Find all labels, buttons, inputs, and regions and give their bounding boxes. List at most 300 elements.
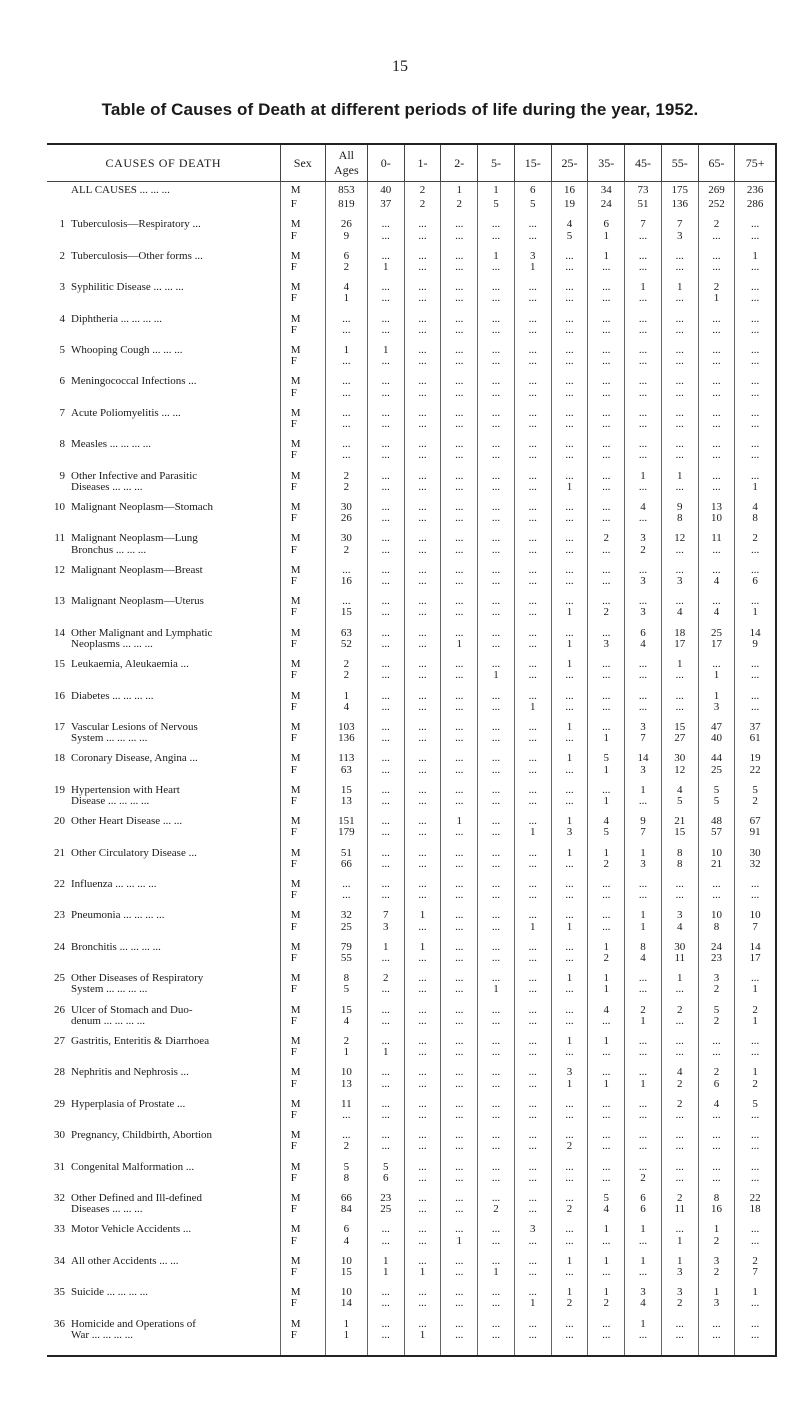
count-cell: 9 (325, 231, 367, 242)
count-cell: ... (478, 376, 515, 387)
count-cell: ... (478, 1110, 515, 1121)
spacer-cell (588, 713, 625, 722)
count-cell: ... (514, 293, 551, 304)
count-cell: 4 (625, 1298, 662, 1309)
spacer-cell (588, 996, 625, 1005)
spacer-cell (478, 682, 515, 691)
count-cell: 1 (325, 1330, 367, 1341)
spacer-cell (625, 242, 662, 251)
count-cell: 1 (625, 910, 662, 921)
count-cell: ... (404, 702, 441, 713)
spacer-cell (404, 273, 441, 282)
spacer-cell (441, 336, 478, 345)
cause-cell (47, 753, 280, 764)
row-spacer (47, 1278, 776, 1287)
count-cell: ... (625, 596, 662, 607)
count-cell: ... (478, 1319, 515, 1330)
count-cell: ... (735, 1298, 776, 1309)
count-cell: 13 (325, 796, 367, 807)
count-cell: ... (441, 376, 478, 387)
count-cell: ... (367, 691, 404, 702)
count-cell: 12 (661, 533, 698, 544)
spacer-cell (47, 1341, 280, 1356)
count-cell: 2 (661, 1193, 698, 1204)
spacer-cell (661, 1341, 698, 1356)
spacer-cell (735, 1058, 776, 1067)
spacer-cell (478, 399, 515, 408)
count-cell: ... (367, 765, 404, 776)
table-row (47, 1110, 776, 1121)
sex-cell: F (280, 827, 325, 838)
spacer-cell (551, 996, 588, 1005)
count-cell: 17 (698, 639, 735, 650)
spacer-cell (280, 744, 325, 753)
spacer-cell (735, 1310, 776, 1319)
cause-label: Congenital Malformation ... (71, 1160, 195, 1173)
spacer-cell (625, 870, 662, 879)
count-cell: 3 (625, 859, 662, 870)
spacer-cell (367, 901, 404, 910)
cause-number: 33 (54, 1223, 65, 1236)
count-cell: ... (441, 785, 478, 796)
sex-cell: M (280, 659, 325, 670)
spacer-cell (441, 587, 478, 596)
count-cell: ... (478, 827, 515, 838)
count-cell: ... (735, 1141, 776, 1152)
count-cell: 2 (698, 1236, 735, 1247)
count-cell: 11 (325, 1099, 367, 1110)
spacer-cell (280, 1058, 325, 1067)
count-cell: ... (441, 1204, 478, 1215)
spacer-cell (551, 807, 588, 816)
count-cell: 8 (325, 1173, 367, 1184)
count-cell: ... (404, 848, 441, 859)
sex-cell: F (280, 482, 325, 493)
spacer-cell (551, 493, 588, 502)
cause-label: denum ... ... ... ... (71, 1014, 145, 1027)
spacer-cell (735, 1027, 776, 1036)
table-row (47, 482, 776, 493)
spacer-cell (280, 399, 325, 408)
spacer-cell (698, 1215, 735, 1224)
count-cell: ... (404, 1162, 441, 1173)
count-cell: 5 (588, 1193, 625, 1204)
spacer-cell (280, 493, 325, 502)
spacer-cell (551, 1153, 588, 1162)
count-cell: ... (404, 262, 441, 273)
spacer-cell (588, 619, 625, 628)
spacer-cell (280, 839, 325, 848)
cause-cell (47, 1173, 280, 1184)
count-cell: ... (404, 293, 441, 304)
cause-label: Malignant Neoplasm—Uterus (71, 595, 204, 608)
table-row (47, 733, 776, 744)
spacer-cell (441, 964, 478, 973)
count-cell: ... (478, 419, 515, 430)
count-cell: 269 (698, 182, 735, 197)
count-cell: ... (478, 1287, 515, 1298)
count-cell: ... (404, 1005, 441, 1016)
spacer-cell (514, 839, 551, 848)
spacer-cell (367, 964, 404, 973)
count-cell: ... (441, 659, 478, 670)
table-row (47, 691, 776, 702)
cause-number: 8 (59, 438, 65, 451)
count-cell: 22 (735, 1193, 776, 1204)
count-cell: 1 (588, 1224, 625, 1235)
count-cell: ... (367, 1287, 404, 1298)
count-cell: 7 (661, 219, 698, 230)
count-cell: 4 (325, 1236, 367, 1247)
spacer-cell (404, 650, 441, 659)
spacer-cell (404, 619, 441, 628)
cause-label: Meningococcal Infections ... (71, 375, 197, 388)
count-cell: ... (441, 922, 478, 933)
count-cell: ... (478, 879, 515, 890)
count-cell: ... (367, 607, 404, 618)
count-cell: 30 (661, 942, 698, 953)
spacer-cell (478, 210, 515, 219)
count-cell: ... (588, 1099, 625, 1110)
spacer-cell (625, 556, 662, 565)
table-row (47, 1130, 776, 1141)
table-row (47, 1079, 776, 1090)
sex-cell: M (280, 785, 325, 796)
count-cell: ... (661, 1130, 698, 1141)
count-cell: 151 (325, 816, 367, 827)
spacer-cell (404, 1310, 441, 1319)
table-row (47, 376, 776, 387)
count-cell: ... (404, 219, 441, 230)
spacer-cell (551, 1090, 588, 1099)
count-cell: ... (514, 1130, 551, 1141)
spacer-cell (698, 367, 735, 376)
count-cell: ... (661, 1036, 698, 1047)
count-cell: ... (325, 439, 367, 450)
spacer-cell (625, 1278, 662, 1287)
count-cell: ... (441, 607, 478, 618)
spacer-cell (661, 524, 698, 533)
count-cell: ... (367, 1319, 404, 1330)
count-cell: ... (551, 670, 588, 681)
count-cell: ... (625, 513, 662, 524)
count-cell: ... (325, 376, 367, 387)
count-cell: ... (735, 702, 776, 713)
cause-number: 10 (54, 501, 65, 514)
count-cell: ... (698, 419, 735, 430)
count-cell: ... (404, 953, 441, 964)
sex-cell: F (280, 513, 325, 524)
count-cell: 30 (325, 502, 367, 513)
spacer-cell (551, 650, 588, 659)
spacer-cell (478, 1027, 515, 1036)
count-cell: ... (404, 502, 441, 513)
spacer-cell (441, 1090, 478, 1099)
count-cell: 14 (735, 628, 776, 639)
spacer-cell (588, 556, 625, 565)
count-cell: 2 (478, 1204, 515, 1215)
spacer-cell (478, 524, 515, 533)
count-cell: 30 (735, 848, 776, 859)
spacer-cell (735, 1153, 776, 1162)
table-row (47, 1224, 776, 1235)
spacer-cell (735, 1247, 776, 1256)
spacer-cell (404, 933, 441, 942)
cause-cell (47, 545, 280, 556)
cause-cell (47, 1099, 280, 1110)
spacer-cell (441, 462, 478, 471)
spacer-cell (325, 524, 367, 533)
spacer-cell (404, 430, 441, 439)
count-cell: 3 (625, 722, 662, 733)
count-cell: ... (367, 890, 404, 901)
count-cell: ... (478, 890, 515, 901)
count-cell: 1 (367, 942, 404, 953)
count-cell: ... (404, 282, 441, 293)
cause-number: 9 (59, 469, 65, 482)
cause-number: 35 (54, 1286, 65, 1299)
spacer-cell (514, 524, 551, 533)
cause-cell (47, 251, 280, 262)
count-cell: ... (367, 439, 404, 450)
count-cell: ... (514, 565, 551, 576)
count-cell: 2 (404, 182, 441, 197)
spacer-cell (698, 1341, 735, 1356)
table-row (47, 1236, 776, 1247)
spacer-cell (625, 524, 662, 533)
column-header: 55- (661, 144, 698, 182)
count-cell: ... (404, 419, 441, 430)
count-cell: 4 (325, 1016, 367, 1027)
spacer-cell (367, 336, 404, 345)
count-cell: 4 (661, 785, 698, 796)
spacer-cell (588, 367, 625, 376)
count-cell: ... (367, 1224, 404, 1235)
count-cell: 1 (588, 1256, 625, 1267)
count-cell: ... (441, 953, 478, 964)
count-cell: 2 (551, 1298, 588, 1309)
spacer-cell (325, 587, 367, 596)
count-cell: 1 (661, 471, 698, 482)
count-cell: ... (367, 325, 404, 336)
count-cell: ... (625, 1099, 662, 1110)
count-cell: ... (514, 1047, 551, 1058)
row-spacer (47, 430, 776, 439)
count-cell: ... (514, 973, 551, 984)
count-cell: ... (735, 1224, 776, 1235)
spacer-cell (478, 933, 515, 942)
count-cell: ... (514, 1256, 551, 1267)
spacer-cell (404, 399, 441, 408)
count-cell: 2 (325, 670, 367, 681)
sex-cell: M (280, 816, 325, 827)
count-cell: 21 (661, 816, 698, 827)
cause-number: 16 (54, 689, 65, 702)
spacer-cell (478, 964, 515, 973)
count-cell: ... (551, 953, 588, 964)
count-cell: ... (404, 670, 441, 681)
spacer-cell (625, 650, 662, 659)
count-cell: 21 (698, 859, 735, 870)
count-cell: ... (588, 596, 625, 607)
sex-cell: F (280, 859, 325, 870)
cause-label: Diabetes ... ... ... ... (71, 689, 154, 702)
spacer-cell (551, 1341, 588, 1356)
spacer-cell (661, 556, 698, 565)
count-cell: ... (735, 219, 776, 230)
count-cell: 3 (625, 576, 662, 587)
count-cell: ... (404, 973, 441, 984)
count-cell: 2 (588, 607, 625, 618)
spacer-cell (625, 493, 662, 502)
count-cell: 10 (325, 1067, 367, 1078)
count-cell: 5 (551, 231, 588, 242)
count-cell: 3 (698, 973, 735, 984)
count-cell: ... (588, 482, 625, 493)
spacer-cell (625, 713, 662, 722)
sex-cell: M (280, 1130, 325, 1141)
count-cell: ... (478, 388, 515, 399)
count-cell: ... (441, 890, 478, 901)
spacer-cell (625, 839, 662, 848)
spacer-cell (661, 776, 698, 785)
spacer-cell (661, 1058, 698, 1067)
count-cell: ... (478, 816, 515, 827)
table-row (47, 1099, 776, 1110)
spacer-cell (478, 1058, 515, 1067)
spacer-cell (280, 305, 325, 314)
spacer-cell (325, 367, 367, 376)
spacer-cell (588, 242, 625, 251)
count-cell: ... (441, 691, 478, 702)
header-row (47, 144, 776, 182)
count-cell: ... (478, 1067, 515, 1078)
table-row (47, 702, 776, 713)
spacer-cell (404, 1341, 441, 1356)
count-cell: ... (478, 1193, 515, 1204)
count-cell: ... (588, 1267, 625, 1278)
sex-cell: F (280, 796, 325, 807)
count-cell: 1 (325, 293, 367, 304)
count-cell: ... (735, 565, 776, 576)
count-cell: ... (625, 984, 662, 995)
count-cell: ... (514, 890, 551, 901)
count-cell: ... (404, 753, 441, 764)
spacer-cell (441, 807, 478, 816)
count-cell: ... (441, 848, 478, 859)
count-cell: ... (478, 910, 515, 921)
spacer-cell (514, 713, 551, 722)
count-cell: ... (404, 576, 441, 587)
count-cell: ... (514, 576, 551, 587)
spacer-cell (367, 1215, 404, 1224)
spacer-cell (588, 1215, 625, 1224)
count-cell: 2 (698, 282, 735, 293)
spacer-cell (441, 933, 478, 942)
count-cell: ... (404, 482, 441, 493)
count-cell: ... (514, 1173, 551, 1184)
spacer-cell (588, 1310, 625, 1319)
count-cell: ... (367, 1298, 404, 1309)
count-cell: ... (735, 1130, 776, 1141)
count-cell: 8 (698, 1193, 735, 1204)
spacer-cell (441, 430, 478, 439)
table-row (47, 439, 776, 450)
count-cell: 175 (661, 182, 698, 197)
count-cell: 1 (551, 1036, 588, 1047)
cause-label: Malignant Neoplasm—Lung (71, 532, 198, 545)
count-cell: 32 (325, 910, 367, 921)
sex-cell: F (280, 325, 325, 336)
count-cell: 66 (325, 859, 367, 870)
count-cell: ... (514, 691, 551, 702)
cause-label: Homicide and Operations of (71, 1317, 196, 1330)
count-cell: ... (478, 1079, 515, 1090)
count-cell: ... (367, 1099, 404, 1110)
count-cell: 1 (588, 1287, 625, 1298)
spacer-cell (625, 776, 662, 785)
spacer-cell (698, 1090, 735, 1099)
count-cell: ... (661, 702, 698, 713)
sex-cell: F (280, 1298, 325, 1309)
count-cell: ... (514, 545, 551, 556)
sex-cell: F (280, 1110, 325, 1121)
spacer-cell (551, 776, 588, 785)
count-cell: 4 (551, 219, 588, 230)
count-cell: 5 (588, 753, 625, 764)
count-cell: ... (588, 628, 625, 639)
count-cell: 2 (325, 545, 367, 556)
count-cell: ... (478, 1256, 515, 1267)
spacer-cell (588, 273, 625, 282)
spacer-cell (441, 839, 478, 848)
count-cell: ... (588, 408, 625, 419)
count-cell: ... (514, 953, 551, 964)
count-cell: ... (367, 502, 404, 513)
count-cell: 1 (661, 659, 698, 670)
count-cell: ... (404, 1099, 441, 1110)
table-row (47, 628, 776, 639)
count-cell: ... (478, 765, 515, 776)
count-cell: ... (404, 1173, 441, 1184)
spacer-cell (514, 744, 551, 753)
count-cell: 6 (735, 576, 776, 587)
count-cell: 5 (367, 1162, 404, 1173)
count-cell: ... (551, 1047, 588, 1058)
count-cell: ... (625, 1047, 662, 1058)
count-cell: ... (625, 1267, 662, 1278)
spacer-cell (478, 1184, 515, 1193)
count-cell: 52 (325, 639, 367, 650)
count-cell: 15 (325, 607, 367, 618)
count-cell: 40 (367, 182, 404, 197)
count-cell: ... (735, 388, 776, 399)
count-cell: ... (404, 439, 441, 450)
spacer-cell (735, 744, 776, 753)
count-cell: ... (735, 659, 776, 670)
spacer-cell (280, 870, 325, 879)
spacer-cell (367, 807, 404, 816)
count-cell: 1 (551, 482, 588, 493)
count-cell: ... (404, 984, 441, 995)
count-cell: ... (551, 282, 588, 293)
spacer-cell (404, 305, 441, 314)
spacer-cell (551, 462, 588, 471)
count-cell: ... (478, 722, 515, 733)
count-cell: ... (551, 785, 588, 796)
cause-label: Hypertension with Heart (71, 783, 180, 796)
count-cell: 6 (514, 182, 551, 197)
